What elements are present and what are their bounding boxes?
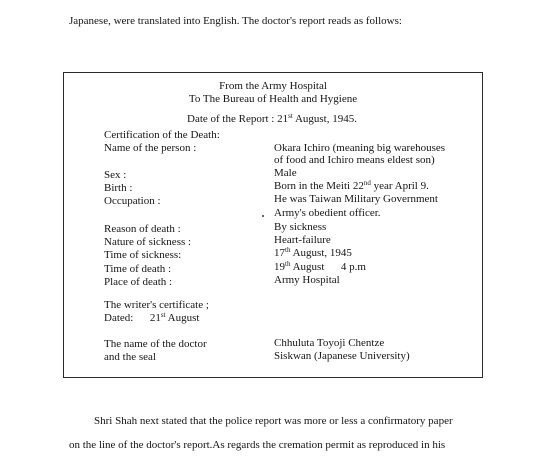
nature-label: Nature of sickness :	[104, 236, 192, 248]
place-label: Place of death :	[104, 276, 173, 288]
paragraph-line-2: on the line of the doctor's report.As regards the cremation permit as reproduced in his	[69, 439, 446, 451]
reason-value: By sickness	[274, 221, 327, 233]
report-from-line: From the Army Hospital	[219, 80, 327, 92]
report-to-line: To The Bureau of Health and Hygiene	[188, 93, 358, 105]
nature-value: Heart-failure	[274, 234, 331, 246]
birth-value: Born in the Meiti 22nd year April 9.	[274, 179, 429, 192]
dated-line: Dated: 21st August	[104, 311, 200, 324]
doctor-value-1: Chhuluta Toyoji Chentze	[274, 337, 385, 349]
cert-heading: Certification of the Death:	[104, 129, 220, 141]
sex-label: Sex :	[104, 169, 127, 181]
report-date: Date of the Report : 21st August, 1945.	[187, 112, 357, 125]
name-label: Name of the person :	[104, 142, 197, 154]
time-death-label: Time of death :	[104, 263, 172, 275]
doctor-value-2: Siskwan (Japanese University)	[274, 350, 410, 362]
doctor-label-1: The name of the doctor	[104, 338, 207, 350]
occupation-label: Occupation :	[104, 195, 161, 207]
intro-line: Japanese, were translated into English. The doctor's report reads as follows:	[69, 15, 402, 27]
occupation-value-1: He was Taiwan Military Government	[274, 193, 438, 205]
reason-label: Reason of death :	[104, 223, 181, 235]
sex-value: Male	[274, 167, 297, 179]
name-value-2: of food and Ichiro means eldest son)	[274, 154, 435, 166]
time-death-value: 19th August 4 p.m	[274, 260, 366, 273]
occupation-value-2: Army's obedient officer.	[274, 207, 381, 219]
time-sickness-label: Time of sickness:	[104, 249, 182, 261]
doctor-report-box	[63, 72, 483, 378]
name-value-1: Okara Ichiro (meaning big warehouses	[274, 142, 446, 154]
birth-label: Birth :	[104, 182, 133, 194]
writer-label: The writer's certificate ;	[104, 299, 209, 311]
doctor-label-2: and the seal	[104, 351, 156, 363]
stray-dot-mark	[262, 215, 264, 217]
paragraph-line-1: Shri Shah next stated that the police report was more or less a confirmatory paper	[94, 415, 453, 427]
place-value: Army Hospital	[274, 274, 340, 286]
time-sickness-value: 17th August, 1945	[274, 246, 352, 259]
